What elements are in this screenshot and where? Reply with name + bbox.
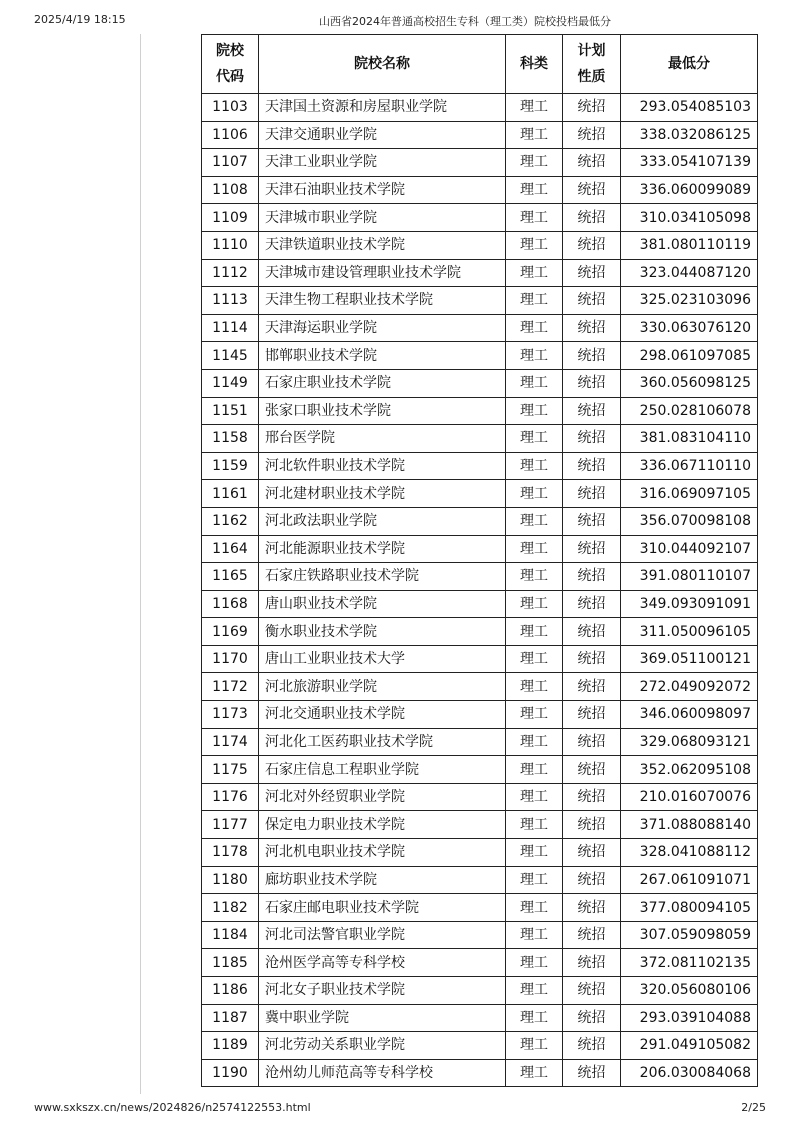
min-score-cell: 316.069097105 — [621, 480, 758, 508]
category-cell: 理工 — [506, 1004, 563, 1032]
school-name-cell: 天津城市建设管理职业技术学院 — [259, 259, 506, 287]
min-score-cell: 293.039104088 — [621, 1004, 758, 1032]
table-row — [202, 1032, 758, 1060]
category-cell: 理工 — [506, 866, 563, 894]
table-row — [202, 94, 758, 122]
score-table — [201, 34, 758, 1087]
print-datetime: 2025/4/19 18:15 — [34, 13, 126, 26]
school-name-cell: 石家庄职业技术学院 — [259, 369, 506, 397]
table-row — [202, 204, 758, 232]
category-cell: 理工 — [506, 756, 563, 784]
school-code-cell: 1190 — [202, 1059, 259, 1087]
table-row — [202, 259, 758, 287]
category-cell: 理工 — [506, 977, 563, 1005]
category-cell: 理工 — [506, 480, 563, 508]
table-row — [202, 149, 758, 177]
plan-type-cell: 统招 — [563, 397, 621, 425]
school-code-cell: 1108 — [202, 176, 259, 204]
header-code: 院校代码 — [202, 35, 259, 94]
school-name-cell: 张家口职业技术学院 — [259, 397, 506, 425]
header-category: 科类 — [506, 35, 563, 94]
school-name-cell: 河北建材职业技术学院 — [259, 480, 506, 508]
min-score-cell: 338.032086125 — [621, 121, 758, 149]
plan-type-cell: 统招 — [563, 977, 621, 1005]
plan-type-cell: 统招 — [563, 176, 621, 204]
school-name-cell: 河北旅游职业学院 — [259, 673, 506, 701]
table-row — [202, 921, 758, 949]
school-name-cell: 保定电力职业技术学院 — [259, 811, 506, 839]
min-score-cell: 311.050096105 — [621, 618, 758, 646]
school-name-cell: 河北能源职业技术学院 — [259, 535, 506, 563]
school-name-cell: 天津石油职业技术学院 — [259, 176, 506, 204]
category-cell: 理工 — [506, 176, 563, 204]
school-code-cell: 1176 — [202, 783, 259, 811]
school-code-cell: 1187 — [202, 1004, 259, 1032]
plan-type-cell: 统招 — [563, 756, 621, 784]
school-name-cell: 河北对外经贸职业学院 — [259, 783, 506, 811]
min-score-cell: 369.051100121 — [621, 645, 758, 673]
category-cell: 理工 — [506, 121, 563, 149]
min-score-cell: 329.068093121 — [621, 728, 758, 756]
table-header-row — [202, 35, 758, 94]
table-row — [202, 811, 758, 839]
school-code-cell: 1107 — [202, 149, 259, 177]
school-name-cell: 唐山工业职业技术大学 — [259, 645, 506, 673]
plan-type-cell: 统招 — [563, 590, 621, 618]
plan-type-cell: 统招 — [563, 866, 621, 894]
min-score-cell: 352.062095108 — [621, 756, 758, 784]
school-code-cell: 1185 — [202, 949, 259, 977]
category-cell: 理工 — [506, 259, 563, 287]
school-code-cell: 1170 — [202, 645, 259, 673]
plan-type-cell: 统招 — [563, 369, 621, 397]
table-row — [202, 231, 758, 259]
plan-type-cell: 统招 — [563, 452, 621, 480]
plan-type-cell: 统招 — [563, 563, 621, 591]
min-score-cell: 267.061091071 — [621, 866, 758, 894]
table-row — [202, 839, 758, 867]
school-name-cell: 衡水职业技术学院 — [259, 618, 506, 646]
table-row — [202, 314, 758, 342]
school-code-cell: 1175 — [202, 756, 259, 784]
plan-type-cell: 统招 — [563, 535, 621, 563]
plan-type-cell: 统招 — [563, 231, 621, 259]
category-cell: 理工 — [506, 204, 563, 232]
school-code-cell: 1178 — [202, 839, 259, 867]
school-name-cell: 河北软件职业技术学院 — [259, 452, 506, 480]
table-row — [202, 645, 758, 673]
school-code-cell: 1145 — [202, 342, 259, 370]
school-name-cell: 石家庄铁路职业技术学院 — [259, 563, 506, 591]
min-score-cell: 356.070098108 — [621, 507, 758, 535]
plan-type-cell: 统招 — [563, 1059, 621, 1087]
school-code-cell: 1184 — [202, 921, 259, 949]
plan-type-cell: 统招 — [563, 894, 621, 922]
table-row — [202, 783, 758, 811]
category-cell: 理工 — [506, 783, 563, 811]
school-code-cell: 1159 — [202, 452, 259, 480]
min-score-cell: 372.081102135 — [621, 949, 758, 977]
school-name-cell: 沧州医学高等专科学校 — [259, 949, 506, 977]
min-score-cell: 298.061097085 — [621, 342, 758, 370]
plan-type-cell: 统招 — [563, 480, 621, 508]
school-code-cell: 1151 — [202, 397, 259, 425]
school-name-cell: 邢台医学院 — [259, 425, 506, 453]
min-score-cell: 391.080110107 — [621, 563, 758, 591]
min-score-cell: 333.054107139 — [621, 149, 758, 177]
category-cell: 理工 — [506, 645, 563, 673]
min-score-cell: 377.080094105 — [621, 894, 758, 922]
table-row — [202, 397, 758, 425]
min-score-cell: 346.060098097 — [621, 701, 758, 729]
plan-type-cell: 统招 — [563, 94, 621, 122]
table-row — [202, 287, 758, 315]
min-score-cell: 320.056080106 — [621, 977, 758, 1005]
school-code-cell: 1189 — [202, 1032, 259, 1060]
plan-type-cell: 统招 — [563, 618, 621, 646]
min-score-cell: 336.060099089 — [621, 176, 758, 204]
table-row — [202, 452, 758, 480]
table-row — [202, 535, 758, 563]
min-score-cell: 381.083104110 — [621, 425, 758, 453]
category-cell: 理工 — [506, 452, 563, 480]
school-name-cell: 廊坊职业技术学院 — [259, 866, 506, 894]
category-cell: 理工 — [506, 673, 563, 701]
school-code-cell: 1162 — [202, 507, 259, 535]
school-name-cell: 天津城市职业学院 — [259, 204, 506, 232]
table-row — [202, 949, 758, 977]
category-cell: 理工 — [506, 701, 563, 729]
category-cell: 理工 — [506, 949, 563, 977]
table-row — [202, 176, 758, 204]
school-code-cell: 1177 — [202, 811, 259, 839]
category-cell: 理工 — [506, 535, 563, 563]
category-cell: 理工 — [506, 839, 563, 867]
school-code-cell: 1173 — [202, 701, 259, 729]
table-row — [202, 756, 758, 784]
school-code-cell: 1149 — [202, 369, 259, 397]
min-score-cell: 336.067110110 — [621, 452, 758, 480]
school-code-cell: 1180 — [202, 866, 259, 894]
plan-type-cell: 统招 — [563, 839, 621, 867]
margin-line — [140, 34, 141, 1094]
plan-type-cell: 统招 — [563, 1032, 621, 1060]
min-score-cell: 291.049105082 — [621, 1032, 758, 1060]
plan-type-cell: 统招 — [563, 287, 621, 315]
min-score-cell: 328.041088112 — [621, 839, 758, 867]
school-name-cell: 沧州幼儿师范高等专科学校 — [259, 1059, 506, 1087]
category-cell: 理工 — [506, 618, 563, 646]
school-code-cell: 1106 — [202, 121, 259, 149]
table-row — [202, 728, 758, 756]
table-row — [202, 563, 758, 591]
table-row — [202, 866, 758, 894]
min-score-cell: 272.049092072 — [621, 673, 758, 701]
table-row — [202, 701, 758, 729]
table-row — [202, 369, 758, 397]
plan-type-cell: 统招 — [563, 811, 621, 839]
school-code-cell: 1168 — [202, 590, 259, 618]
category-cell: 理工 — [506, 590, 563, 618]
school-code-cell: 1103 — [202, 94, 259, 122]
school-code-cell: 1169 — [202, 618, 259, 646]
plan-type-cell: 统招 — [563, 1004, 621, 1032]
table-row — [202, 977, 758, 1005]
header-plan-type: 计划性质 — [563, 35, 621, 94]
min-score-cell: 371.088088140 — [621, 811, 758, 839]
school-name-cell: 河北交通职业技术学院 — [259, 701, 506, 729]
plan-type-cell: 统招 — [563, 314, 621, 342]
page-title: 山西省2024年普通高校招生专科（理工类）院校投档最低分 — [319, 15, 611, 28]
category-cell: 理工 — [506, 894, 563, 922]
school-code-cell: 1114 — [202, 314, 259, 342]
school-name-cell: 唐山职业技术学院 — [259, 590, 506, 618]
table-row — [202, 673, 758, 701]
min-score-cell: 323.044087120 — [621, 259, 758, 287]
school-name-cell: 天津交通职业学院 — [259, 121, 506, 149]
school-code-cell: 1165 — [202, 563, 259, 591]
min-score-cell: 325.023103096 — [621, 287, 758, 315]
plan-type-cell: 统招 — [563, 259, 621, 287]
school-name-cell: 河北化工医药职业技术学院 — [259, 728, 506, 756]
category-cell: 理工 — [506, 728, 563, 756]
school-code-cell: 1110 — [202, 231, 259, 259]
header-min-score: 最低分 — [621, 35, 758, 94]
min-score-cell: 206.030084068 — [621, 1059, 758, 1087]
school-name-cell: 天津生物工程职业技术学院 — [259, 287, 506, 315]
plan-type-cell: 统招 — [563, 425, 621, 453]
min-score-cell: 250.028106078 — [621, 397, 758, 425]
table-row — [202, 894, 758, 922]
school-name-cell: 河北女子职业技术学院 — [259, 977, 506, 1005]
school-name-cell: 河北司法警官职业学院 — [259, 921, 506, 949]
school-name-cell: 石家庄邮电职业技术学院 — [259, 894, 506, 922]
school-code-cell: 1158 — [202, 425, 259, 453]
plan-type-cell: 统招 — [563, 121, 621, 149]
category-cell: 理工 — [506, 507, 563, 535]
min-score-cell: 307.059098059 — [621, 921, 758, 949]
school-name-cell: 河北劳动关系职业学院 — [259, 1032, 506, 1060]
plan-type-cell: 统招 — [563, 507, 621, 535]
min-score-cell: 310.034105098 — [621, 204, 758, 232]
plan-type-cell: 统招 — [563, 673, 621, 701]
plan-type-cell: 统招 — [563, 701, 621, 729]
plan-type-cell: 统招 — [563, 783, 621, 811]
min-score-cell: 360.056098125 — [621, 369, 758, 397]
plan-type-cell: 统招 — [563, 728, 621, 756]
category-cell: 理工 — [506, 425, 563, 453]
table-body — [202, 94, 758, 1087]
plan-type-cell: 统招 — [563, 949, 621, 977]
table-row — [202, 121, 758, 149]
school-name-cell: 天津铁道职业技术学院 — [259, 231, 506, 259]
table-row — [202, 507, 758, 535]
page-url: www.sxkszx.cn/news/2024826/n2574122553.html — [34, 1101, 311, 1114]
school-code-cell: 1112 — [202, 259, 259, 287]
school-name-cell: 天津海运职业学院 — [259, 314, 506, 342]
school-name-cell: 天津工业职业学院 — [259, 149, 506, 177]
category-cell: 理工 — [506, 94, 563, 122]
school-name-cell: 河北机电职业技术学院 — [259, 839, 506, 867]
school-name-cell: 冀中职业学院 — [259, 1004, 506, 1032]
school-code-cell: 1109 — [202, 204, 259, 232]
school-code-cell: 1161 — [202, 480, 259, 508]
school-name-cell: 天津国土资源和房屋职业学院 — [259, 94, 506, 122]
school-code-cell: 1174 — [202, 728, 259, 756]
page-number: 2/25 — [741, 1101, 766, 1114]
plan-type-cell: 统招 — [563, 645, 621, 673]
category-cell: 理工 — [506, 231, 563, 259]
category-cell: 理工 — [506, 342, 563, 370]
table-row — [202, 425, 758, 453]
category-cell: 理工 — [506, 921, 563, 949]
category-cell: 理工 — [506, 811, 563, 839]
table-row — [202, 590, 758, 618]
category-cell: 理工 — [506, 314, 563, 342]
category-cell: 理工 — [506, 369, 563, 397]
category-cell: 理工 — [506, 397, 563, 425]
category-cell: 理工 — [506, 563, 563, 591]
table-row — [202, 342, 758, 370]
school-code-cell: 1172 — [202, 673, 259, 701]
min-score-cell: 210.016070076 — [621, 783, 758, 811]
school-name-cell: 邯郸职业技术学院 — [259, 342, 506, 370]
table-row — [202, 618, 758, 646]
min-score-cell: 349.093091091 — [621, 590, 758, 618]
plan-type-cell: 统招 — [563, 204, 621, 232]
category-cell: 理工 — [506, 287, 563, 315]
category-cell: 理工 — [506, 149, 563, 177]
plan-type-cell: 统招 — [563, 342, 621, 370]
table-row — [202, 480, 758, 508]
school-code-cell: 1164 — [202, 535, 259, 563]
header-name: 院校名称 — [259, 35, 506, 94]
min-score-cell: 330.063076120 — [621, 314, 758, 342]
min-score-cell: 293.054085103 — [621, 94, 758, 122]
school-code-cell: 1186 — [202, 977, 259, 1005]
category-cell: 理工 — [506, 1032, 563, 1060]
plan-type-cell: 统招 — [563, 921, 621, 949]
school-name-cell: 石家庄信息工程职业学院 — [259, 756, 506, 784]
min-score-cell: 381.080110119 — [621, 231, 758, 259]
school-name-cell: 河北政法职业学院 — [259, 507, 506, 535]
plan-type-cell: 统招 — [563, 149, 621, 177]
min-score-cell: 310.044092107 — [621, 535, 758, 563]
school-code-cell: 1113 — [202, 287, 259, 315]
category-cell: 理工 — [506, 1059, 563, 1087]
table-row — [202, 1059, 758, 1087]
table-row — [202, 1004, 758, 1032]
school-code-cell: 1182 — [202, 894, 259, 922]
